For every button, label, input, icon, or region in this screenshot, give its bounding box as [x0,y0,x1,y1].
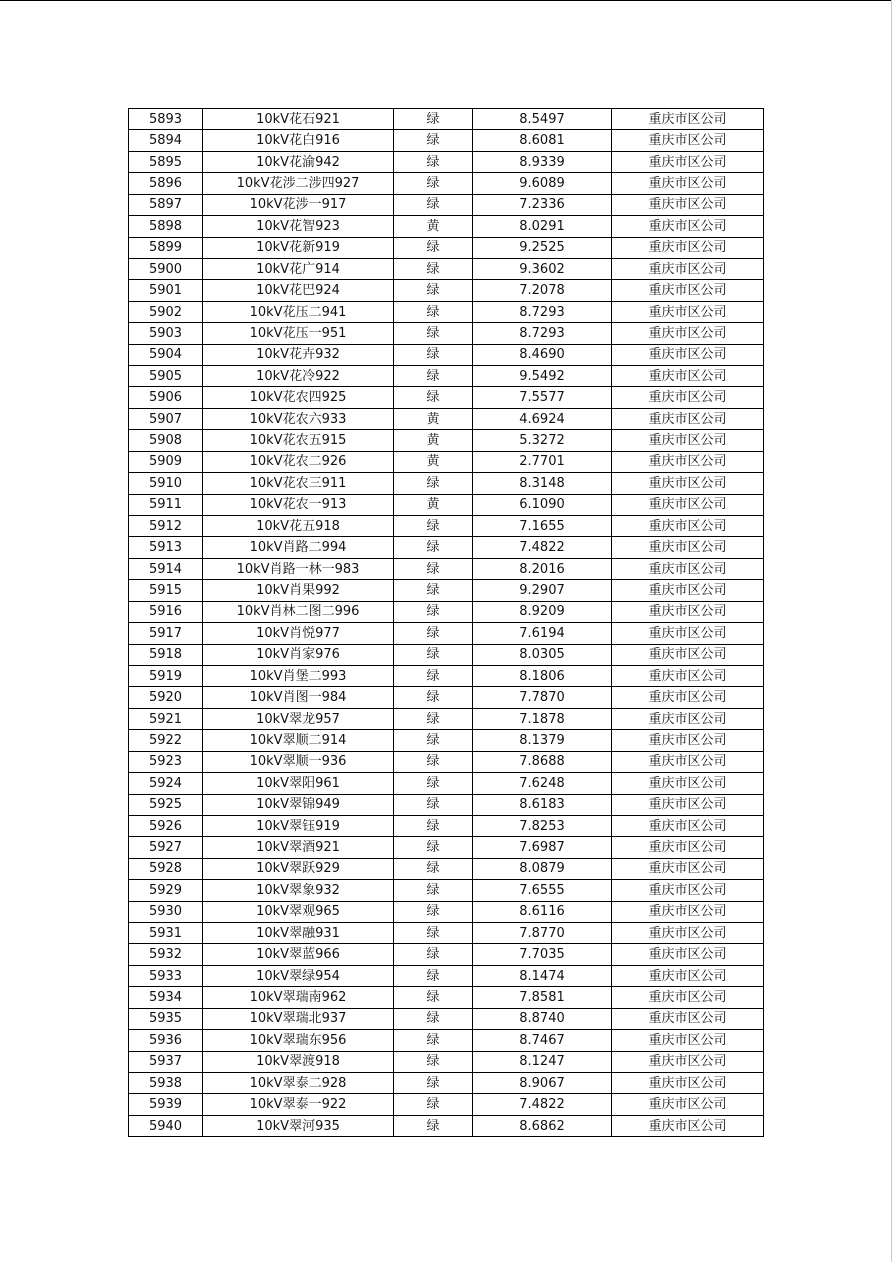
value-cell: 7.6555 [473,880,612,901]
status-color-cell: 绿 [394,580,473,601]
status-color-cell: 绿 [394,558,473,579]
line-name-cell: 10kV翠泰二928 [203,1072,394,1093]
row-id-cell: 5909 [129,451,203,472]
value-cell: 8.6116 [473,901,612,922]
company-cell: 重庆市区公司 [612,301,764,322]
status-color-cell: 黄 [394,430,473,451]
table-row [129,516,764,537]
status-color-cell: 黄 [394,494,473,515]
line-name-cell: 10kV翠顺一936 [203,751,394,772]
row-id-cell: 5913 [129,537,203,558]
status-color-cell: 绿 [394,473,473,494]
value-cell: 8.4690 [473,344,612,365]
company-cell: 重庆市区公司 [612,1008,764,1029]
table-row [129,794,764,815]
company-cell: 重庆市区公司 [612,473,764,494]
company-cell: 重庆市区公司 [612,815,764,836]
value-cell: 8.0305 [473,644,612,665]
table-row [129,1094,764,1115]
row-id-cell: 5926 [129,815,203,836]
value-cell: 7.6987 [473,837,612,858]
value-cell: 8.7467 [473,1030,612,1051]
company-cell: 重庆市区公司 [612,430,764,451]
value-cell: 8.0291 [473,216,612,237]
table-row [129,408,764,429]
line-name-cell: 10kV翠蓝966 [203,944,394,965]
line-name-cell: 10kV翠象932 [203,880,394,901]
table-row [129,537,764,558]
status-color-cell: 绿 [394,665,473,686]
table-row [129,494,764,515]
value-cell: 7.4822 [473,537,612,558]
line-name-cell: 10kV翠阳961 [203,773,394,794]
row-id-cell: 5902 [129,301,203,322]
line-name-cell: 10kV肖图一984 [203,687,394,708]
value-cell: 8.9339 [473,151,612,172]
line-name-cell: 10kV花农五915 [203,430,394,451]
table-row [129,923,764,944]
value-cell: 9.3602 [473,258,612,279]
company-cell: 重庆市区公司 [612,366,764,387]
row-id-cell: 5916 [129,601,203,622]
status-color-cell: 绿 [394,601,473,622]
table-row [129,1008,764,1029]
row-id-cell: 5928 [129,858,203,879]
row-id-cell: 5910 [129,473,203,494]
value-cell: 8.9067 [473,1072,612,1093]
value-cell: 4.6924 [473,408,612,429]
status-color-cell: 绿 [394,387,473,408]
status-color-cell: 绿 [394,644,473,665]
table-row [129,1115,764,1136]
row-id-cell: 5930 [129,901,203,922]
table-row [129,730,764,751]
company-cell: 重庆市区公司 [612,880,764,901]
row-id-cell: 5934 [129,987,203,1008]
company-cell: 重庆市区公司 [612,130,764,151]
status-color-cell: 绿 [394,323,473,344]
row-id-cell: 5932 [129,944,203,965]
company-cell: 重庆市区公司 [612,987,764,1008]
value-cell: 9.5492 [473,366,612,387]
table-row [129,109,764,130]
row-id-cell: 5901 [129,280,203,301]
row-id-cell: 5899 [129,237,203,258]
company-cell: 重庆市区公司 [612,323,764,344]
line-name-cell: 10kV肖林二图二996 [203,601,394,622]
row-id-cell: 5920 [129,687,203,708]
company-cell: 重庆市区公司 [612,751,764,772]
status-color-cell: 绿 [394,258,473,279]
line-name-cell: 10kV肖悦977 [203,623,394,644]
value-cell: 7.2078 [473,280,612,301]
company-cell: 重庆市区公司 [612,837,764,858]
row-id-cell: 5893 [129,109,203,130]
table-row [129,901,764,922]
table-row [129,237,764,258]
value-cell: 8.7293 [473,323,612,344]
value-cell: 7.7870 [473,687,612,708]
line-name-cell: 10kV花农三911 [203,473,394,494]
status-color-cell: 绿 [394,366,473,387]
company-cell: 重庆市区公司 [612,858,764,879]
status-color-cell: 绿 [394,1030,473,1051]
line-name-cell: 10kV翠瑞北937 [203,1008,394,1029]
company-cell: 重庆市区公司 [612,708,764,729]
line-name-cell: 10kV翠观965 [203,901,394,922]
company-cell: 重庆市区公司 [612,387,764,408]
value-cell: 8.7293 [473,301,612,322]
status-color-cell: 绿 [394,901,473,922]
status-color-cell: 黄 [394,216,473,237]
company-cell: 重庆市区公司 [612,1030,764,1051]
company-cell: 重庆市区公司 [612,1072,764,1093]
company-cell: 重庆市区公司 [612,1051,764,1072]
company-cell: 重庆市区公司 [612,794,764,815]
table-row [129,644,764,665]
value-cell: 7.4822 [473,1094,612,1115]
row-id-cell: 5908 [129,430,203,451]
company-cell: 重庆市区公司 [612,516,764,537]
value-cell: 7.8253 [473,815,612,836]
line-name-cell: 10kV肖路一林一983 [203,558,394,579]
row-id-cell: 5894 [129,130,203,151]
table-row [129,258,764,279]
value-cell: 8.8740 [473,1008,612,1029]
line-name-cell: 10kV肖堡二993 [203,665,394,686]
company-cell: 重庆市区公司 [612,644,764,665]
line-name-cell: 10kV翠瑞东956 [203,1030,394,1051]
row-id-cell: 5911 [129,494,203,515]
value-cell: 7.6194 [473,623,612,644]
company-cell: 重庆市区公司 [612,730,764,751]
value-cell: 5.3272 [473,430,612,451]
line-name-cell: 10kV翠跃929 [203,858,394,879]
company-cell: 重庆市区公司 [612,344,764,365]
value-cell: 8.0879 [473,858,612,879]
value-cell: 8.6183 [473,794,612,815]
company-cell: 重庆市区公司 [612,923,764,944]
status-color-cell: 绿 [394,194,473,215]
line-name-cell: 10kV翠顺二914 [203,730,394,751]
table-row [129,965,764,986]
row-id-cell: 5915 [129,580,203,601]
status-color-cell: 绿 [394,130,473,151]
company-cell: 重庆市区公司 [612,944,764,965]
company-cell: 重庆市区公司 [612,494,764,515]
line-name-cell: 10kV翠河935 [203,1115,394,1136]
company-cell: 重庆市区公司 [612,1115,764,1136]
line-name-cell: 10kV花农六933 [203,408,394,429]
feeder-table-body [129,109,764,1137]
line-name-cell: 10kV翠绿954 [203,965,394,986]
table-row [129,623,764,644]
status-color-cell: 绿 [394,1094,473,1115]
table-row [129,216,764,237]
value-cell: 7.5577 [473,387,612,408]
line-name-cell: 10kV花农二926 [203,451,394,472]
table-row [129,451,764,472]
table-row [129,837,764,858]
table-row [129,130,764,151]
line-name-cell: 10kV花新919 [203,237,394,258]
page-top-border [0,0,892,1]
row-id-cell: 5922 [129,730,203,751]
line-name-cell: 10kV花石921 [203,109,394,130]
row-id-cell: 5907 [129,408,203,429]
line-name-cell: 10kV花涉一917 [203,194,394,215]
row-id-cell: 5938 [129,1072,203,1093]
table-row [129,815,764,836]
status-color-cell: 绿 [394,773,473,794]
row-id-cell: 5897 [129,194,203,215]
value-cell: 8.9209 [473,601,612,622]
status-color-cell: 绿 [394,944,473,965]
row-id-cell: 5935 [129,1008,203,1029]
value-cell: 8.6862 [473,1115,612,1136]
value-cell: 7.6248 [473,773,612,794]
table-row [129,944,764,965]
line-name-cell: 10kV翠渡918 [203,1051,394,1072]
row-id-cell: 5914 [129,558,203,579]
company-cell: 重庆市区公司 [612,408,764,429]
line-name-cell: 10kV肖家976 [203,644,394,665]
row-id-cell: 5933 [129,965,203,986]
company-cell: 重庆市区公司 [612,601,764,622]
company-cell: 重庆市区公司 [612,194,764,215]
status-color-cell: 绿 [394,516,473,537]
value-cell: 8.1379 [473,730,612,751]
line-name-cell: 10kV花压一951 [203,323,394,344]
table-row [129,987,764,1008]
line-name-cell: 10kV花广914 [203,258,394,279]
table-row [129,708,764,729]
table-row [129,773,764,794]
company-cell: 重庆市区公司 [612,537,764,558]
company-cell: 重庆市区公司 [612,237,764,258]
line-name-cell: 10kV翠龙957 [203,708,394,729]
value-cell: 9.2525 [473,237,612,258]
status-color-cell: 绿 [394,623,473,644]
table-row [129,280,764,301]
value-cell: 8.3148 [473,473,612,494]
row-id-cell: 5904 [129,344,203,365]
table-row [129,1072,764,1093]
status-color-cell: 绿 [394,751,473,772]
table-row [129,473,764,494]
table-row [129,687,764,708]
status-color-cell: 绿 [394,1051,473,1072]
value-cell: 7.8581 [473,987,612,1008]
status-color-cell: 绿 [394,344,473,365]
status-color-cell: 黄 [394,451,473,472]
company-cell: 重庆市区公司 [612,623,764,644]
value-cell: 8.6081 [473,130,612,151]
value-cell: 8.5497 [473,109,612,130]
row-id-cell: 5912 [129,516,203,537]
table-row [129,194,764,215]
line-name-cell: 10kV花农四925 [203,387,394,408]
line-name-cell: 10kV花压二941 [203,301,394,322]
row-id-cell: 5929 [129,880,203,901]
status-color-cell: 绿 [394,815,473,836]
status-color-cell: 绿 [394,301,473,322]
row-id-cell: 5923 [129,751,203,772]
line-name-cell: 10kV花农一913 [203,494,394,515]
line-name-cell: 10kV翠泰一922 [203,1094,394,1115]
company-cell: 重庆市区公司 [612,280,764,301]
table-row [129,301,764,322]
table-row [129,151,764,172]
feeder-table [128,108,764,1137]
value-cell: 2.7701 [473,451,612,472]
line-name-cell: 10kV花卉932 [203,344,394,365]
line-name-cell: 10kV花白916 [203,130,394,151]
table-row [129,366,764,387]
value-cell: 7.1655 [473,516,612,537]
status-color-cell: 绿 [394,923,473,944]
company-cell: 重庆市区公司 [612,173,764,194]
row-id-cell: 5900 [129,258,203,279]
status-color-cell: 绿 [394,858,473,879]
status-color-cell: 绿 [394,687,473,708]
table-row [129,430,764,451]
row-id-cell: 5921 [129,708,203,729]
value-cell: 7.2336 [473,194,612,215]
row-id-cell: 5906 [129,387,203,408]
table-row [129,751,764,772]
table-row [129,880,764,901]
table-row [129,665,764,686]
table-row [129,601,764,622]
status-color-cell: 绿 [394,1072,473,1093]
status-color-cell: 绿 [394,151,473,172]
line-name-cell: 10kV肖路二994 [203,537,394,558]
value-cell: 8.1247 [473,1051,612,1072]
value-cell: 7.8688 [473,751,612,772]
row-id-cell: 5936 [129,1030,203,1051]
table-row [129,1030,764,1051]
value-cell: 8.1806 [473,665,612,686]
value-cell: 8.1474 [473,965,612,986]
company-cell: 重庆市区公司 [612,665,764,686]
company-cell: 重庆市区公司 [612,580,764,601]
company-cell: 重庆市区公司 [612,451,764,472]
row-id-cell: 5925 [129,794,203,815]
row-id-cell: 5927 [129,837,203,858]
company-cell: 重庆市区公司 [612,151,764,172]
company-cell: 重庆市区公司 [612,687,764,708]
company-cell: 重庆市区公司 [612,216,764,237]
table-row [129,858,764,879]
row-id-cell: 5919 [129,665,203,686]
status-color-cell: 黄 [394,408,473,429]
row-id-cell: 5898 [129,216,203,237]
table-row [129,580,764,601]
table-row [129,344,764,365]
value-cell: 6.1090 [473,494,612,515]
status-color-cell: 绿 [394,237,473,258]
status-color-cell: 绿 [394,537,473,558]
table-row [129,323,764,344]
row-id-cell: 5903 [129,323,203,344]
line-name-cell: 10kV翠酒921 [203,837,394,858]
row-id-cell: 5896 [129,173,203,194]
value-cell: 7.7035 [473,944,612,965]
value-cell: 9.2907 [473,580,612,601]
company-cell: 重庆市区公司 [612,558,764,579]
value-cell: 7.1878 [473,708,612,729]
row-id-cell: 5940 [129,1115,203,1136]
row-id-cell: 5917 [129,623,203,644]
status-color-cell: 绿 [394,173,473,194]
status-color-cell: 绿 [394,987,473,1008]
status-color-cell: 绿 [394,109,473,130]
status-color-cell: 绿 [394,794,473,815]
line-name-cell: 10kV翠瑞南962 [203,987,394,1008]
table-row [129,1051,764,1072]
line-name-cell: 10kV翠锦949 [203,794,394,815]
value-cell: 8.2016 [473,558,612,579]
row-id-cell: 5905 [129,366,203,387]
company-cell: 重庆市区公司 [612,965,764,986]
line-name-cell: 10kV花巴924 [203,280,394,301]
status-color-cell: 绿 [394,1115,473,1136]
table-row [129,558,764,579]
line-name-cell: 10kV翠钰919 [203,815,394,836]
row-id-cell: 5918 [129,644,203,665]
row-id-cell: 5937 [129,1051,203,1072]
company-cell: 重庆市区公司 [612,1094,764,1115]
status-color-cell: 绿 [394,1008,473,1029]
company-cell: 重庆市区公司 [612,258,764,279]
status-color-cell: 绿 [394,880,473,901]
value-cell: 9.6089 [473,173,612,194]
line-name-cell: 10kV花涉二涉四927 [203,173,394,194]
value-cell: 7.8770 [473,923,612,944]
status-color-cell: 绿 [394,730,473,751]
table-row [129,173,764,194]
line-name-cell: 10kV花渝942 [203,151,394,172]
line-name-cell: 10kV花五918 [203,516,394,537]
line-name-cell: 10kV花冷922 [203,366,394,387]
table-row [129,387,764,408]
company-cell: 重庆市区公司 [612,109,764,130]
row-id-cell: 5924 [129,773,203,794]
row-id-cell: 5939 [129,1094,203,1115]
status-color-cell: 绿 [394,280,473,301]
company-cell: 重庆市区公司 [612,773,764,794]
line-name-cell: 10kV肖果992 [203,580,394,601]
status-color-cell: 绿 [394,708,473,729]
status-color-cell: 绿 [394,837,473,858]
row-id-cell: 5895 [129,151,203,172]
line-name-cell: 10kV翠融931 [203,923,394,944]
company-cell: 重庆市区公司 [612,901,764,922]
status-color-cell: 绿 [394,965,473,986]
line-name-cell: 10kV花智923 [203,216,394,237]
row-id-cell: 5931 [129,923,203,944]
